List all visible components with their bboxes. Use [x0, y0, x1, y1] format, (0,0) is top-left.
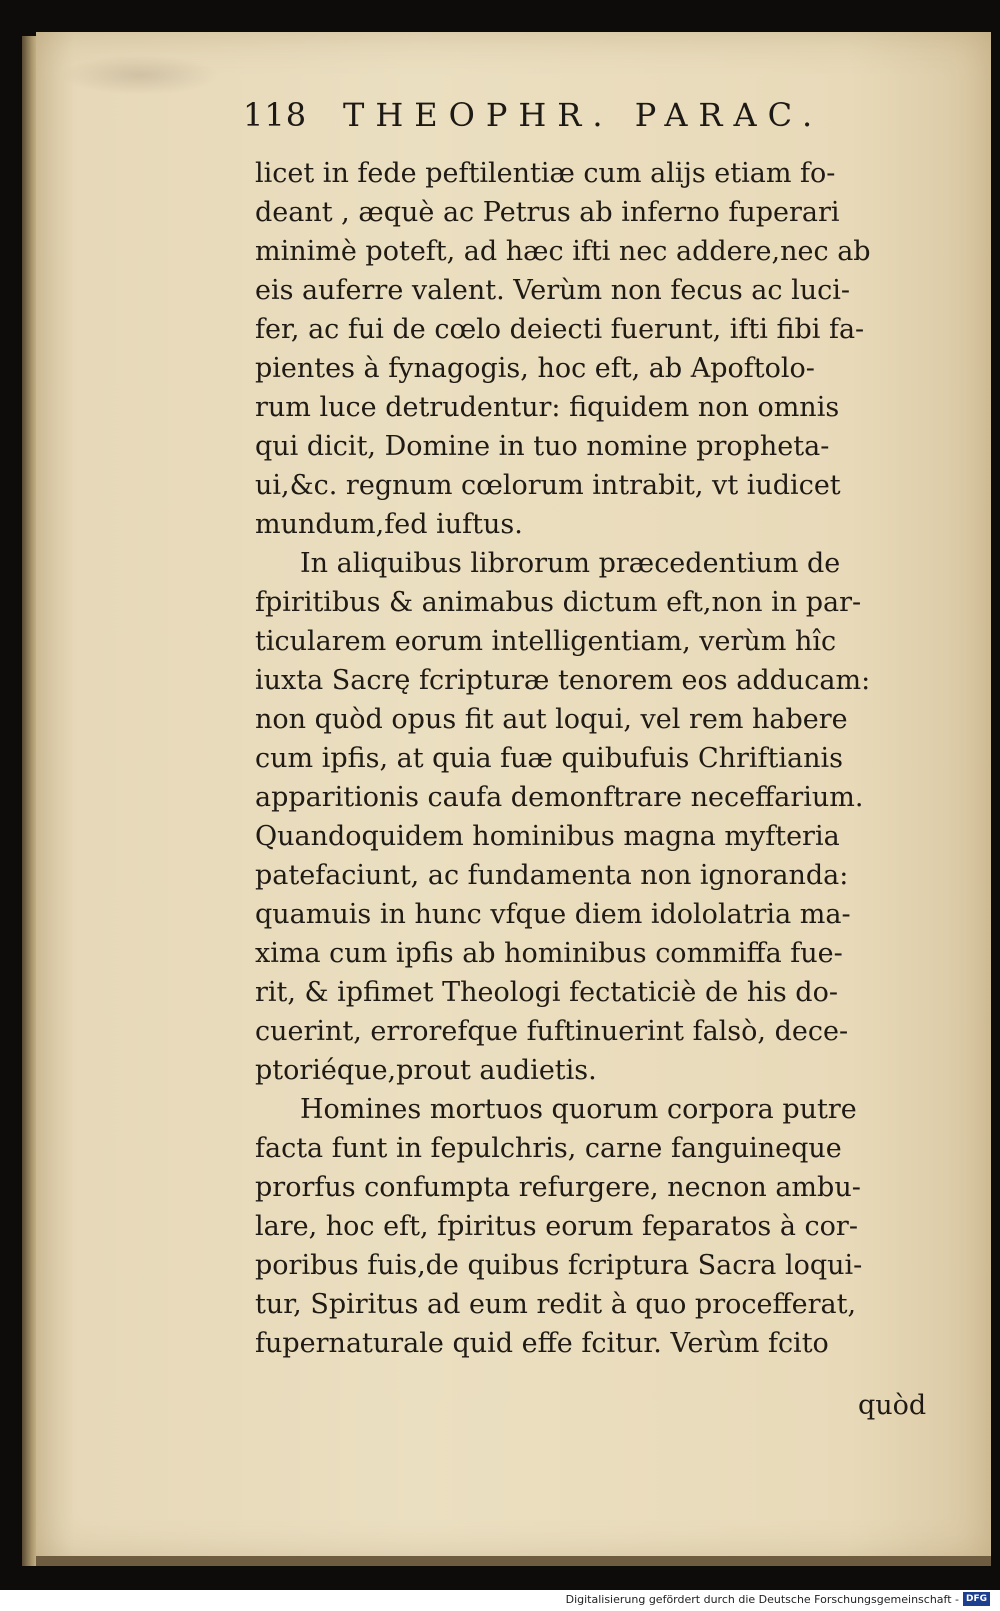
page-number: 118: [243, 96, 308, 134]
text-line: eis auferre valent. Verùm non fecus ac luci-: [255, 275, 850, 306]
paragraph-start-line: Homines mortuos quorum corpora putre: [300, 1094, 857, 1125]
text-line: patefaciunt, ac fundamenta non ignoranda:: [255, 860, 849, 891]
text-line: prorfus confumpta refurgere, necnon ambu-: [255, 1172, 861, 1203]
body-text: [255, 154, 945, 1363]
text-line: minimè poteft, ad hæc ifti nec addere,nec ab: [255, 236, 871, 267]
text-line: fupernaturale quid effe fcitur. Verùm fcito: [255, 1328, 829, 1359]
credit-text: Digitalisierung gefördert durch die Deutsche Forschungsgemeinschaft -: [565, 1592, 959, 1606]
running-header: [243, 96, 853, 146]
paragraph-start-line: In aliquibus librorum præcedentium de: [300, 548, 841, 579]
text-line: mundum,fed iuftus.: [255, 509, 523, 540]
text-line: facta funt in fepulchris, carne fanguineque: [255, 1133, 842, 1164]
text-line: licet in fede peftilentiæ cum alijs etiam fo-: [255, 158, 836, 189]
dfg-logo: DFG: [963, 1592, 990, 1606]
text-line: cum ipfis, at quia fuæ quibufuis Chriftianis: [255, 743, 843, 774]
running-title: THEOPHR. PARAC.: [343, 96, 824, 134]
text-line: iuxta Sacrę fcripturæ tenorem eos adducam:: [255, 665, 871, 696]
text-line: rit, & ipfimet Theologi fectaticiè de his do-: [255, 977, 838, 1008]
text-line: poribus fuis,de quibus fcriptura Sacra loqui-: [255, 1250, 863, 1281]
text-line: deant , æquè ac Petrus ab inferno fuperari: [255, 197, 840, 228]
text-line: quamuis in hunc vfque diem idololatria ma-: [255, 899, 851, 930]
text-line: apparitionis caufa demonftrare neceffarium.: [255, 782, 864, 813]
text-line: rum luce detrudentur: fiquidem non omnis: [255, 392, 840, 423]
text-line: xima cum ipfis ab hominibus commiffa fue-: [255, 938, 843, 969]
text-line: ui,&c. regnum cœlorum intrabit, vt iudicet: [255, 470, 841, 501]
text-line: qui dicit, Domine in tuo nomine propheta-: [255, 431, 830, 462]
text-line: pientes à fynagogis, hoc eft, ab Apoftolo-: [255, 353, 815, 384]
text-line: ticularem eorum intelligentiam, verùm hîc: [255, 626, 837, 657]
text-line: fer, ac fui de cœlo deiecti fuerunt, ifti fibi fa-: [255, 314, 865, 345]
catchword: quòd: [858, 1390, 927, 1421]
text-line: non quòd opus fit aut loqui, vel rem habere: [255, 704, 848, 735]
ink-stain: [60, 55, 220, 95]
text-line: fpiritibus & animabus dictum eft,non in par-: [255, 587, 862, 618]
digitization-credit: [566, 1592, 990, 1606]
page-edge-bottom: [36, 1556, 991, 1566]
text-line: lare, hoc eft, fpiritus eorum feparatos à cor-: [255, 1211, 858, 1242]
text-line: tur, Spiritus ad eum redit à quo procefferat,: [255, 1289, 857, 1320]
text-line: ptoriéque,prout audietis.: [255, 1055, 597, 1086]
text-line: Quandoquidem hominibus magna myfteria: [255, 821, 840, 852]
text-line: cuerint, errorefque fuftinuerint falsò, dece-: [255, 1016, 849, 1047]
